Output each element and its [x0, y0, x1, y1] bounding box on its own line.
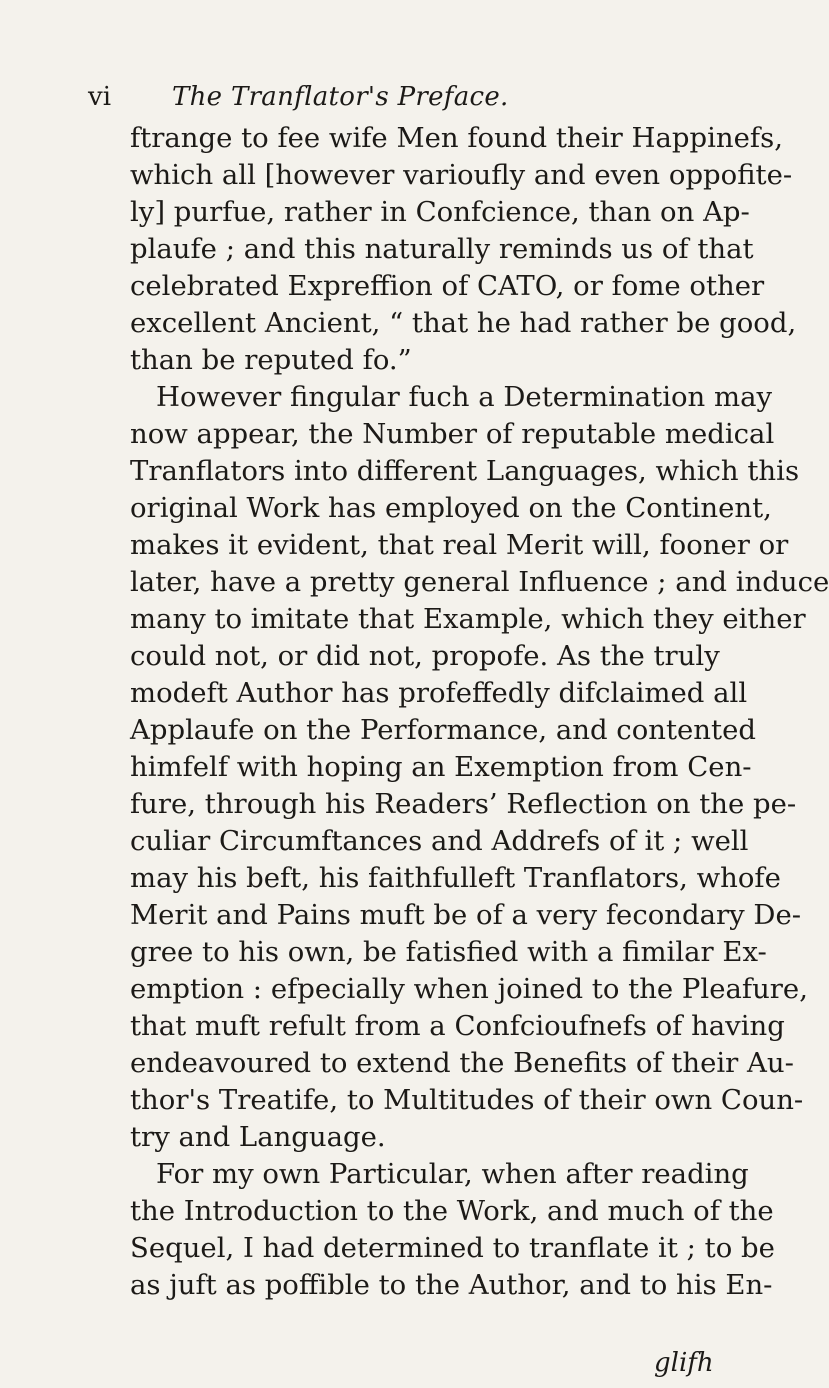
text-line: could not, or did not, propofe. As the truly — [130, 640, 720, 672]
text-line: endeavoured to extend the Benefits of their Au- — [130, 1047, 794, 1079]
catchword: glifh — [654, 1348, 714, 1378]
text-line: many to imitate that Example, which they either — [130, 603, 806, 635]
text-line: later, have a pretty general Influence ; and induce — [130, 566, 829, 598]
text-line: celebrated Expreffion of CATO, or fome other — [130, 270, 765, 302]
running-title: The Tranflator's Preface. — [172, 82, 509, 112]
text-line: makes it evident, that real Merit will, fooner or — [130, 529, 789, 561]
text-line: original Work has employed on the Continent, — [130, 492, 772, 524]
text-line: excellent Ancient, “ that he had rather be good, — [130, 307, 797, 339]
text-line: now appear, the Number of reputable medical — [130, 418, 775, 450]
text-line: modeft Author has profeffedly difclaimed all — [130, 677, 748, 709]
text-line-paragraph-start: For my own Particular, when after reading — [156, 1158, 749, 1190]
text-line: ly] purfue, rather in Confcience, than on Ap- — [130, 196, 750, 228]
text-line: which all [however varioufly and even oppofite- — [130, 159, 793, 191]
text-line: as juft as poffible to the Author, and to his En- — [130, 1269, 773, 1301]
page-header — [88, 82, 708, 118]
text-line: Merit and Pains muft be of a very fecondary De- — [130, 899, 802, 931]
page-number: vi — [88, 82, 112, 112]
text-line: the Introduction to the Work, and much of the — [130, 1195, 774, 1227]
text-line: himfelf with hoping an Exemption from Cen- — [130, 751, 752, 783]
body-text — [130, 120, 829, 1304]
text-line: emption : efpecially when joined to the Pleafure, — [130, 973, 808, 1005]
text-line: gree to his own, be fatisfied with a fimilar Ex- — [130, 936, 767, 968]
text-line: culiar Circumftances and Addrefs of it ; well — [130, 825, 749, 857]
text-line: thor's Treatife, to Multitudes of their own Coun- — [130, 1084, 804, 1116]
text-line-paragraph-start: However fingular fuch a Determination may — [156, 381, 773, 413]
text-line: may his beft, his faithfulleft Tranflators, whofe — [130, 862, 781, 894]
text-line: that muft refult from a Confcioufnefs of having — [130, 1010, 785, 1042]
text-line: ftrange to fee wife Men found their Happinefs, — [130, 122, 783, 154]
text-line: Tranflators into different Languages, which this — [130, 455, 800, 487]
text-line: Sequel, I had determined to tranflate it ; to be — [130, 1232, 775, 1264]
text-line: than be reputed fo.” — [130, 344, 412, 376]
text-line: try and Language. — [130, 1121, 386, 1153]
text-line: plaufe ; and this naturally reminds us of that — [130, 233, 754, 265]
text-line: Applaufe on the Performance, and contented — [130, 714, 756, 746]
text-line: fure, through his Readers’ Reflection on the pe- — [130, 788, 797, 820]
